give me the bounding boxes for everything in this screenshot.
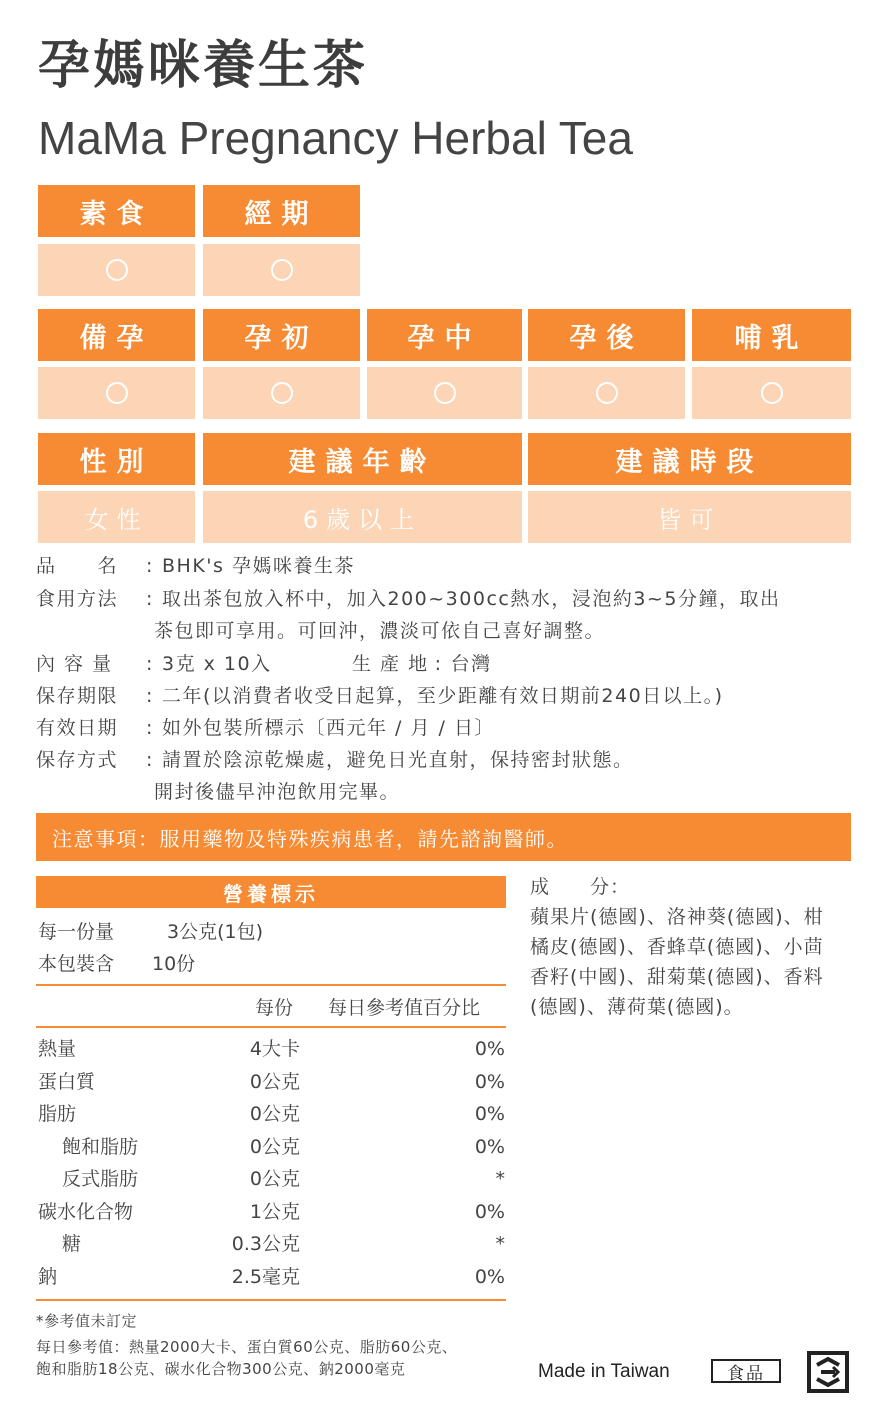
separator: : (146, 555, 154, 577)
ingredients-line: 蘋果片(德國)、洛神葵(德國)、柑 (530, 906, 824, 928)
info-label: 品 名 (36, 555, 119, 577)
info-label: 保存期限 (36, 685, 119, 707)
check-circle-icon (271, 382, 293, 404)
divider (36, 1026, 506, 1028)
recycle-icon (807, 1351, 849, 1393)
info-value: 請置於陰涼乾燥處，避免日光直射，保持密封狀態。 (162, 749, 634, 771)
check-circle-icon (434, 382, 456, 404)
info-shelf-row (36, 683, 724, 709)
ingredients-label: 成 分： (530, 876, 631, 898)
nutrient-name: 糖 (62, 1233, 82, 1255)
header-breastfeeding: 哺乳 (692, 309, 851, 361)
nutrient-per-serving: 0公克 (249, 1136, 300, 1158)
separator: : (146, 653, 154, 675)
separator: : (434, 653, 443, 675)
info-content-row (36, 651, 492, 677)
separator: : (146, 685, 154, 707)
nutrient-daily-value: 0% (474, 1266, 505, 1288)
info-storage-row-2: 開封後儘早沖泡飲用完畢。 (154, 781, 401, 803)
nutrient-name: 蛋白質 (38, 1071, 96, 1093)
nutrient-name: 鈉 (38, 1266, 58, 1288)
check-circle-icon (271, 259, 293, 281)
nutrient-daily-value: 0% (474, 1103, 505, 1125)
header-mid-pregnancy: 孕中 (367, 309, 522, 361)
servings-per-pack-label: 本包裝含 (38, 953, 115, 975)
value-preparing (38, 367, 195, 419)
nutrient-per-serving: 0公克 (249, 1071, 300, 1093)
header-vegetarian: 素食 (38, 185, 195, 237)
nutrient-per-serving: 1公克 (249, 1201, 300, 1223)
info-value: 二年(以消費者收受日起算，至少距離有效日期前240日以上。) (162, 685, 724, 707)
nutrient-per-serving: 0.3公克 (231, 1233, 300, 1255)
info-expiry-row (36, 715, 495, 741)
info-label: 保存方式 (36, 749, 119, 771)
column-daily-value: 每日參考值百分比 (328, 997, 481, 1019)
value-suggested-time: 皆可 (528, 491, 851, 543)
daily-reference-line-2: 飽和脂肪18公克、碳水化合物300公克、鈉2000毫克 (36, 1360, 406, 1378)
ingredients-block (530, 872, 852, 1022)
nutrient-daily-value: * (495, 1168, 505, 1190)
info-name-row (36, 553, 355, 579)
separator: : (146, 749, 154, 771)
nutrient-daily-value: 0% (474, 1136, 505, 1158)
info-value: 台灣 (450, 653, 492, 675)
value-vegetarian (38, 244, 195, 296)
header-preparing: 備孕 (38, 309, 195, 361)
header-gender: 性別 (38, 433, 195, 485)
value-breastfeeding (692, 367, 851, 419)
nutrient-daily-value: 0% (474, 1038, 505, 1060)
value-suggested-age: 6歲以上 (203, 491, 522, 543)
info-label: 有效日期 (36, 717, 119, 739)
serving-size-value: 3公克(1包) (167, 921, 264, 943)
nutrient-daily-value: 0% (474, 1071, 505, 1093)
nutrient-daily-value: * (495, 1233, 505, 1255)
value-mid-pregnancy (367, 367, 522, 419)
value-gender: 女性 (38, 491, 195, 543)
nutrient-per-serving: 0公克 (249, 1168, 300, 1190)
header-menstrual: 經期 (203, 185, 360, 237)
header-early-pregnancy: 孕初 (203, 309, 360, 361)
info-label: 食用方法 (36, 588, 119, 610)
info-storage-row (36, 747, 634, 773)
servings-per-pack-value: 10份 (152, 953, 196, 975)
info-value: 3克 x 10入 (162, 653, 272, 675)
nutrient-per-serving: 4大卡 (249, 1038, 300, 1060)
separator: : (146, 717, 154, 739)
header-suggested-time: 建議時段 (528, 433, 851, 485)
column-per-serving: 每份 (255, 997, 294, 1019)
nutrient-per-serving: 0公克 (249, 1103, 300, 1125)
product-title-chinese: 孕媽咪養生茶 (38, 36, 369, 96)
nutrient-name: 反式脂肪 (62, 1168, 139, 1190)
header-suggested-age: 建議年齡 (203, 433, 522, 485)
nutrient-name: 碳水化合物 (38, 1201, 134, 1223)
info-value: BHK's 孕媽咪養生茶 (162, 555, 355, 577)
check-circle-icon (596, 382, 618, 404)
divider (36, 1299, 506, 1301)
info-label: 生 產 地 (352, 653, 429, 675)
check-circle-icon (106, 382, 128, 404)
value-early-pregnancy (203, 367, 360, 419)
serving-size-label: 每一份量 (38, 921, 115, 943)
made-in-taiwan: Made in Taiwan (538, 1361, 670, 1382)
notice-banner: 注意事項：服用藥物及特殊疾病患者，請先諮詢醫師。 (36, 813, 851, 861)
separator: : (146, 588, 154, 610)
info-usage-row (36, 586, 780, 612)
nutrient-daily-value: 0% (474, 1201, 505, 1223)
nutrient-name: 熱量 (38, 1038, 77, 1060)
daily-reference-line-1: 每日參考值：熱量2000大卡、蛋白質60公克、脂肪60公克、 (36, 1338, 458, 1356)
ingredients-line: 橘皮(德國)、香蜂草(德國)、小茴 (530, 936, 824, 958)
food-badge: 食品 (711, 1359, 781, 1383)
check-circle-icon (106, 259, 128, 281)
nutrient-per-serving: 2.5毫克 (231, 1266, 300, 1288)
info-label: 內 容 量 (36, 653, 113, 675)
ingredients-line: (德國)、薄荷葉(德國)。 (530, 996, 744, 1018)
nutrient-name: 飽和脂肪 (62, 1136, 139, 1158)
info-usage-row-2: 茶包即可享用。可回沖，濃淡可依自己喜好調整。 (154, 620, 606, 642)
check-circle-icon (761, 382, 783, 404)
nutrition-title: 營養標示 (36, 876, 506, 908)
header-postpartum: 孕後 (528, 309, 685, 361)
ingredients-line: 香籽(中國)、甜菊葉(德國)、香料 (530, 966, 824, 988)
value-postpartum (528, 367, 685, 419)
value-menstrual (203, 244, 360, 296)
info-value: 取出茶包放入杯中，加入200~300cc熱水，浸泡約3~5分鐘，取出 (162, 588, 781, 610)
info-value: 如外包裝所標示〔西元年 / 月 / 日〕 (162, 717, 495, 739)
nutrient-name: 脂肪 (38, 1103, 77, 1125)
divider (36, 984, 506, 986)
footnote: *參考值未訂定 (36, 1312, 138, 1330)
product-title-english: MaMa Pregnancy Herbal Tea (38, 112, 633, 164)
